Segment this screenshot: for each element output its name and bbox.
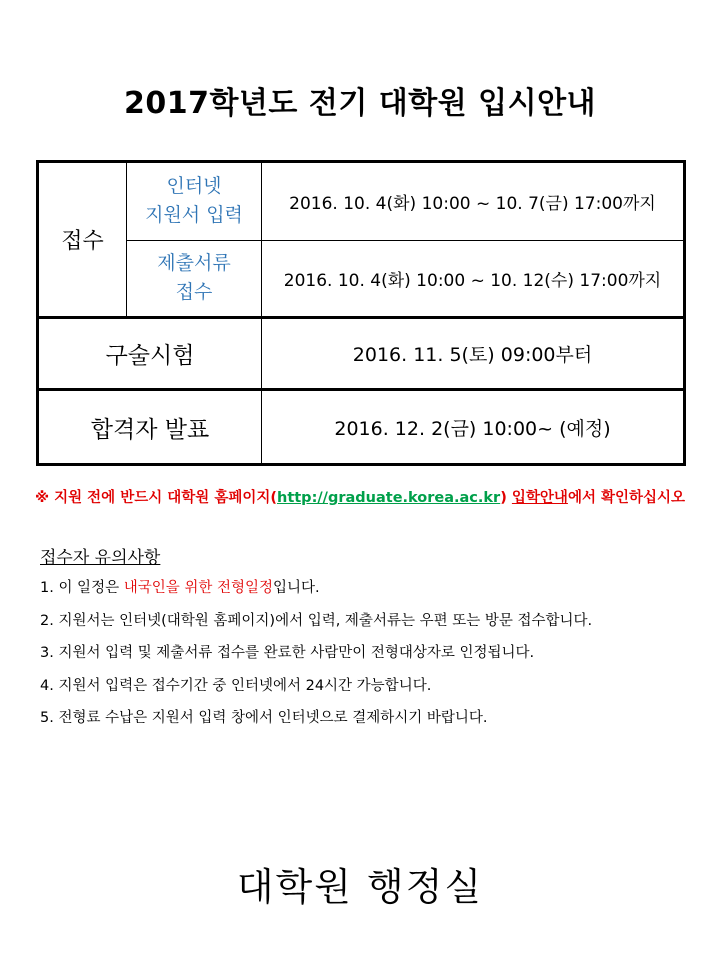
cautions-section <box>40 543 700 739</box>
list-item: 3. 지원서 입력 및 제출서류 접수를 완료한 사람만이 전형대상자로 인정됩니다. <box>40 645 535 661</box>
documents-label: 제출서류 접수 <box>127 240 262 317</box>
cautions-heading: 접수자 유의사항 <box>40 548 161 568</box>
homepage-link[interactable]: http://graduate.korea.ac.kr <box>277 490 501 506</box>
oral-exam-date: 2016. 11. 5(토) 09:00부터 <box>262 317 685 390</box>
result-label: 합격자 발표 <box>38 390 262 465</box>
oral-exam-label: 구술시험 <box>38 317 262 390</box>
table-row <box>38 390 685 465</box>
table-row <box>38 162 685 241</box>
list-item: 2. 지원서는 인터넷(대학원 홈페이지)에서 입력, 제출서류는 우편 또는 방문 접수합니다. <box>40 612 593 629</box>
page-title: 2017학년도 전기 대학원 입시안내 <box>123 86 597 121</box>
online-application-date: 2016. 10. 4(화) 10:00 ~ 10. 7(금) 17:00까지 <box>262 162 685 241</box>
footer-office: 대학원 행정실 <box>236 865 484 909</box>
notice-text: ※ 지원 전에 반드시 대학원 홈페이지(http://graduate.korea.ac.kr) 입학안내에서 확인하십시오 <box>34 490 686 506</box>
reception-label: 접수 <box>38 162 127 318</box>
list-item: 4. 지원서 입력은 접수기간 중 인터넷에서 24시간 가능합니다. <box>40 677 432 694</box>
result-date: 2016. 12. 2(금) 10:00~ (예정) <box>334 417 611 440</box>
list-item: 1. 이 일정은 내국인을 위한 전형일정입니다. <box>40 580 320 596</box>
table-row <box>38 240 685 317</box>
list-item: 5. 전형료 수납은 지원서 입력 창에서 인터넷으로 결제하시기 바랍니다. <box>40 710 488 726</box>
table-row <box>38 317 685 390</box>
documents-date: 2016. 10. 4(화) 10:00 ~ 10. 12(수) 17:00까지 <box>262 240 685 317</box>
online-application-label: 인터넷 지원서 입력 <box>127 162 262 241</box>
schedule-table <box>36 160 686 466</box>
